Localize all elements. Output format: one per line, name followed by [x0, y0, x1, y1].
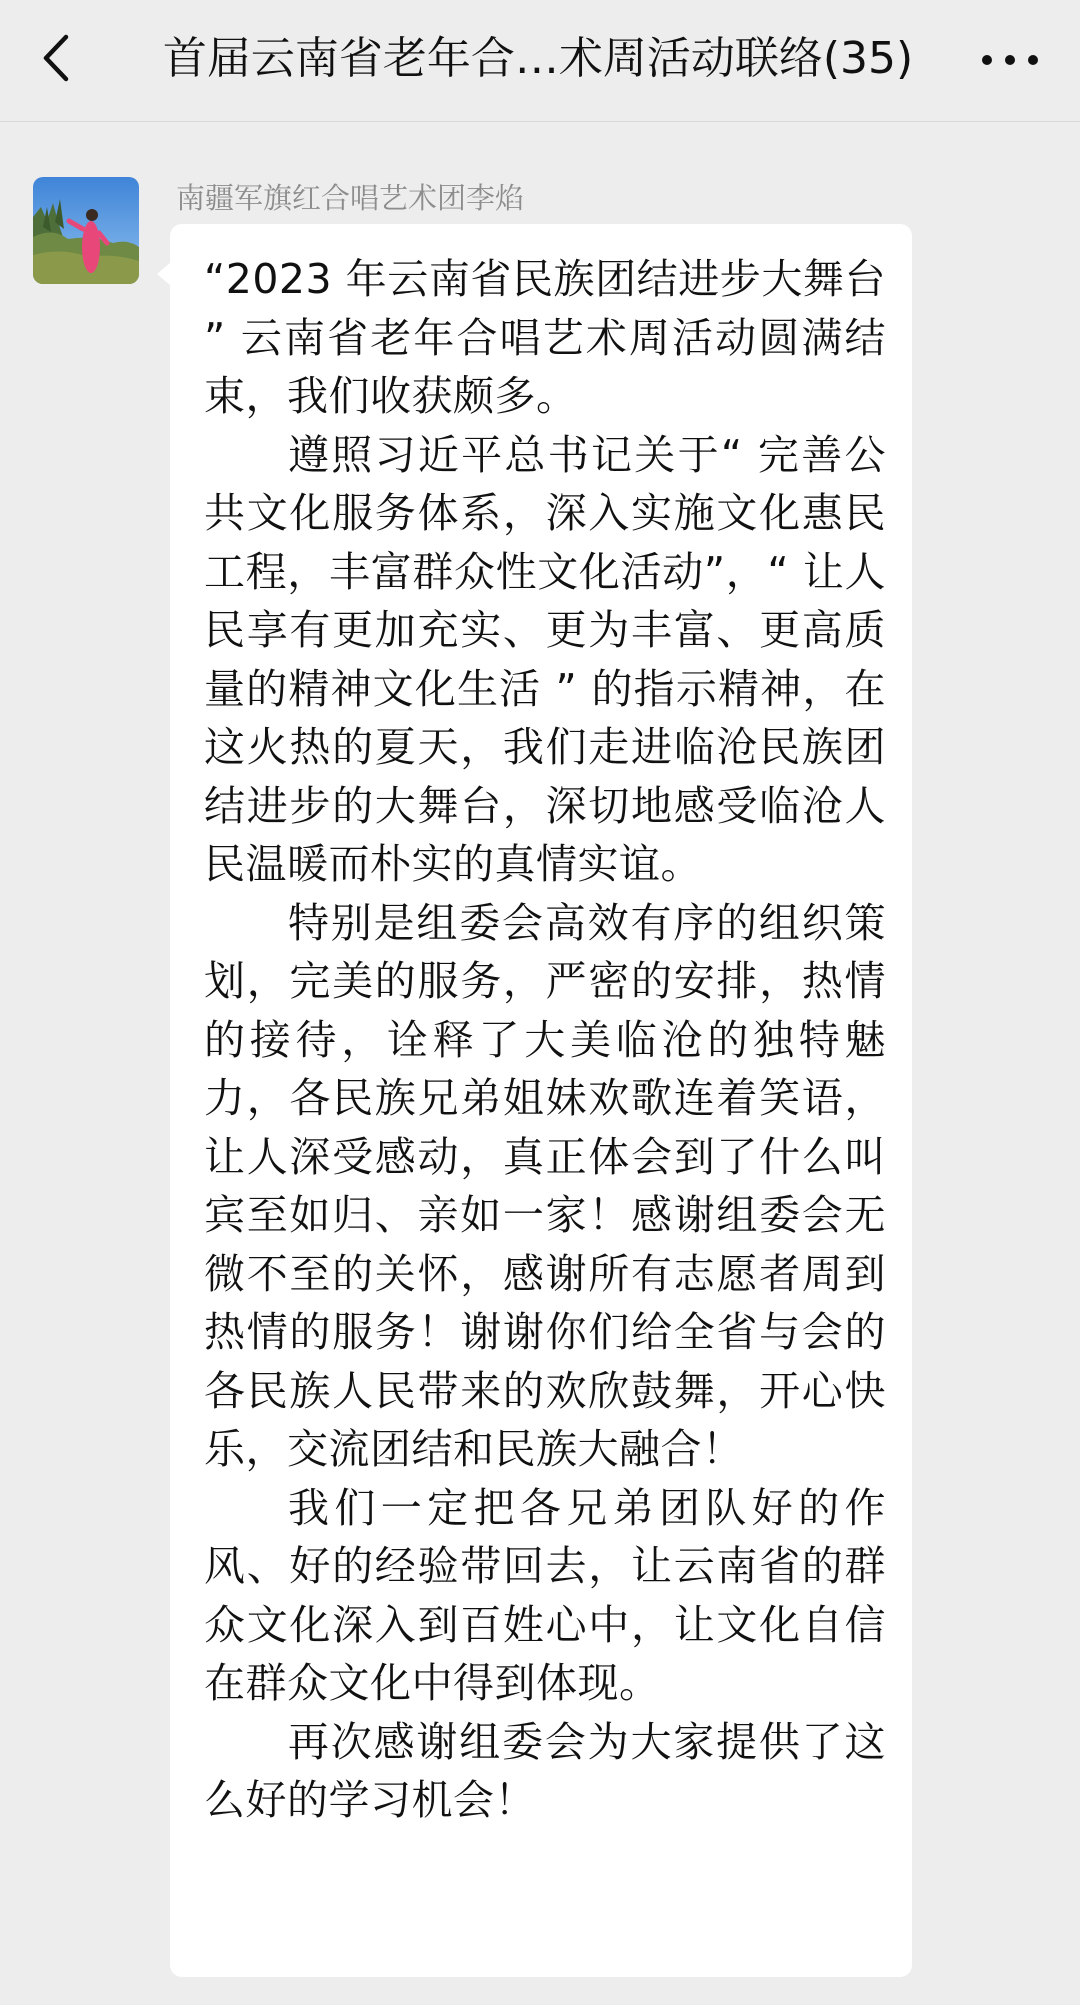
chat-title: 首届云南省老年合…术周活动联络(35) — [162, 33, 914, 84]
bubble-tail — [157, 262, 171, 286]
message-paragraph-1: “2023 年云南省民族团结进步大舞台 ” 云南省老年合唱艺术周活动圆满结束，我们收获颇多。 — [204, 255, 886, 420]
navigation-bar — [0, 0, 1080, 122]
chevron-left-icon — [30, 25, 90, 91]
back-button[interactable] — [30, 25, 90, 91]
message-paragraph-3: 特别是组委会高效有序的组织策划，完美的服务，严密的安排，热情的接待，诠释了大美临沧的独特魅力，各民族兄弟姐妹欢歌连着笑语，让人深受感动，真正体会到了什么叫宾至如归、亲如一家！感谢组委会无微不至的关怀，感谢所有志愿者周到热情的服务！谢谢你们给全省与会的各民族人民带来的欢欣鼓舞，开心快乐，交流团结和民族大融合！ — [204, 898, 886, 1473]
more-horizontal-icon — [975, 40, 1045, 80]
sender-avatar[interactable] — [33, 177, 139, 284]
sender-name: 南疆军旗红合唱艺术团李焰 — [176, 181, 525, 215]
message-paragraph-2: 遵照习近平总书记关于“ 完善公共文化服务体系，深入实施文化惠民工程，丰富群众性文化活动”，“ 让人民享有更加充实、更为丰富、更高质量的精神文化生活 ” 的指示精神，在这火热的夏天，我们走进临沧民族团结进步的大舞台，深切地感受临沧人民温暖而朴实的真情实谊。 — [204, 430, 886, 888]
message-paragraph-4: 我们一定把各兄弟团队好的作风、好的经验带回去，让云南省的群众文化深入到百姓心中，让文化自信在群众文化中得到体现。 — [204, 1483, 886, 1707]
more-button[interactable] — [975, 40, 1045, 80]
message-paragraph-5: 再次感谢组委会为大家提供了这么好的学习机会！ — [204, 1717, 886, 1824]
message-bubble[interactable] — [170, 224, 912, 1977]
avatar-photo — [33, 177, 139, 284]
